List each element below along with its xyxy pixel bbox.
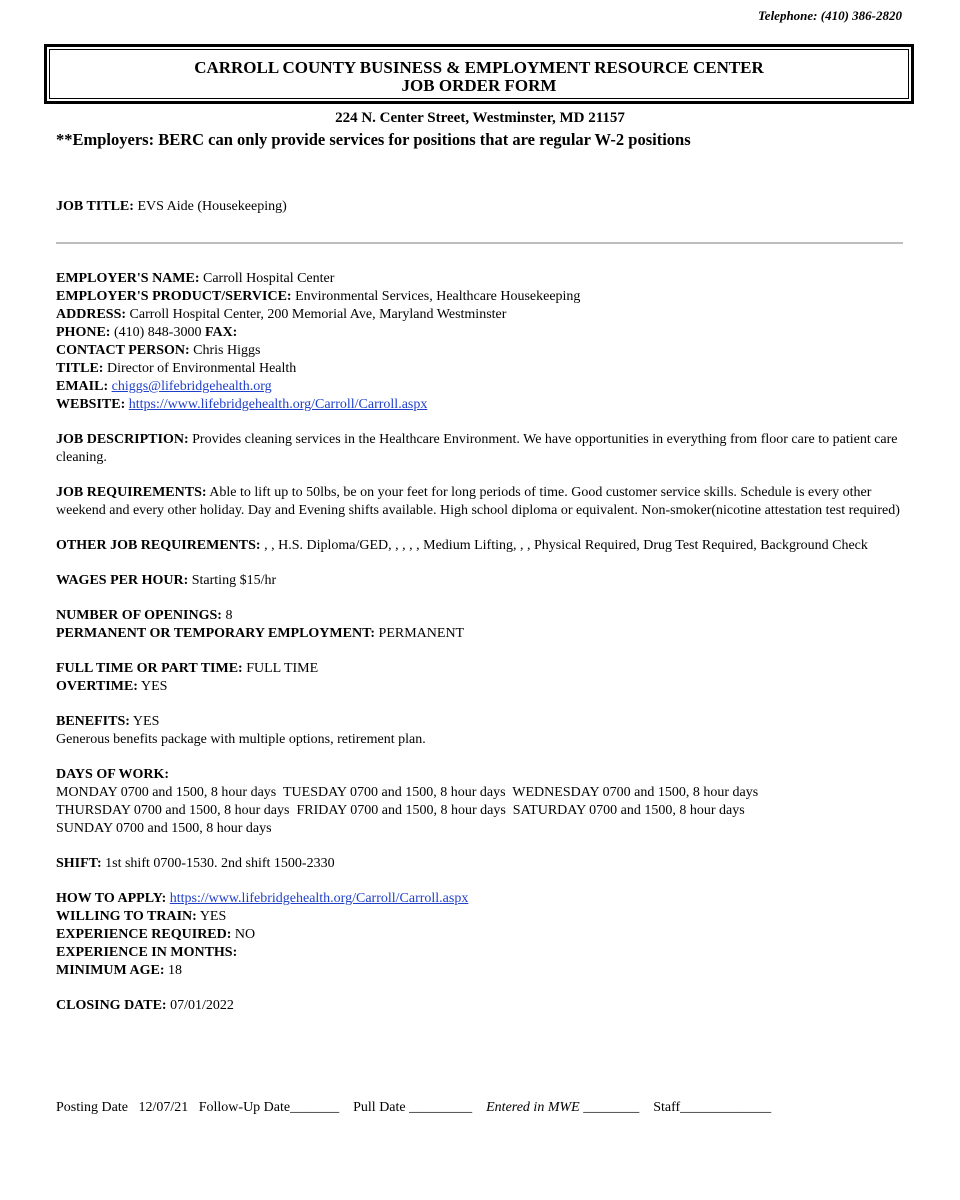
train-label: WILLING TO TRAIN: <box>56 909 197 924</box>
phone-label: PHONE: <box>56 325 111 340</box>
closing-date-label: CLOSING DATE: <box>56 998 167 1013</box>
fax-label: FAX: <box>204 325 238 340</box>
shift-value: 1st shift 0700-1530. 2nd shift 1500-2330 <box>105 856 335 871</box>
employment-type-value: PERMANENT <box>378 626 465 641</box>
job-title-label: JOB TITLE: <box>56 199 134 214</box>
experience-value: NO <box>234 927 256 942</box>
job-requirements-label: JOB REQUIREMENTS: <box>56 485 207 500</box>
address-field <box>56 306 906 324</box>
entered-in-mwe-blank: ________ <box>583 1100 640 1115</box>
contact-title-label: TITLE: <box>56 361 104 376</box>
experience-months-field <box>56 944 906 962</box>
header-box <box>44 44 914 104</box>
phone-field <box>56 324 906 342</box>
contact-title-value: Director of Environmental Health <box>106 361 297 376</box>
days-label <box>56 766 906 784</box>
experience-field <box>56 926 906 944</box>
wages-label: WAGES PER HOUR: <box>56 573 189 588</box>
days-line-2: THURSDAY 0700 and 1500, 8 hour days FRIDAY 0700 and 1500, 8 hour days SATURDAY 0700 and 1500, 8 hour days <box>56 803 745 818</box>
job-requirements-field <box>56 484 906 520</box>
apply-field <box>56 890 906 908</box>
office-use-footer <box>56 1100 771 1116</box>
experience-months-label: EXPERIENCE IN MONTHS: <box>56 945 238 960</box>
job-order-body <box>56 270 906 1015</box>
overtime-label: OVERTIME: <box>56 679 138 694</box>
divider <box>56 242 903 244</box>
train-field <box>56 908 906 926</box>
job-title-value: EVS Aide (Housekeeping) <box>137 199 287 214</box>
address-value: Carroll Hospital Center, 200 Memorial Ave, Maryland Westminster <box>129 307 507 322</box>
telephone: Telephone: (410) 386-2820 <box>758 8 902 23</box>
full-part-label: FULL TIME OR PART TIME: <box>56 661 243 676</box>
email-link[interactable]: chiggs@lifebridgehealth.org <box>111 379 272 394</box>
website-field <box>56 396 906 414</box>
job-description-field <box>56 431 906 467</box>
website-link[interactable]: https://www.lifebridgehealth.org/Carroll/Carroll.aspx <box>128 397 428 412</box>
product-value: Environmental Services, Healthcare Housekeeping <box>295 289 581 304</box>
other-requirements-field <box>56 537 906 555</box>
overtime-field <box>56 678 906 696</box>
address-label: ADDRESS: <box>56 307 127 322</box>
contact-field <box>56 342 906 360</box>
full-part-value: FULL TIME <box>246 661 319 676</box>
employer-name: Carroll Hospital Center <box>203 271 335 286</box>
shift-label: SHIFT: <box>56 856 102 871</box>
header-title <box>49 49 909 99</box>
benefits-label: BENEFITS: <box>56 714 130 729</box>
employment-type-field <box>56 625 906 643</box>
days-line-3: SUNDAY 0700 and 1500, 8 hour days <box>56 821 272 836</box>
apply-link[interactable]: https://www.lifebridgehealth.org/Carroll/Carroll.aspx <box>169 891 469 906</box>
other-requirements-text: , , H.S. Diploma/GED, , , , , Medium Lifting, , , Physical Required, Drug Test Required, Background Check <box>264 538 868 553</box>
wages-field <box>56 572 906 590</box>
follow-up-date: Follow-Up Date_______ <box>198 1100 340 1115</box>
train-value: YES <box>199 909 227 924</box>
form-title: JOB ORDER FORM <box>401 76 557 95</box>
benefits-field <box>56 713 906 731</box>
openings-value: 8 <box>225 608 233 623</box>
min-age-value: 18 <box>168 963 182 978</box>
benefits-value: YES <box>132 714 160 729</box>
center-name: CARROLL COUNTY BUSINESS & EMPLOYMENT RESOURCE CENTER <box>194 58 764 77</box>
min-age-field <box>56 962 906 980</box>
days-label-text: DAYS OF WORK: <box>56 767 170 782</box>
wages-value: Starting $15/hr <box>191 573 277 588</box>
posting-date-label: Posting Date <box>56 1100 128 1115</box>
product-field <box>56 288 906 306</box>
employer-name-label: EMPLOYER'S NAME: <box>56 271 200 286</box>
employment-type-label: PERMANENT OR TEMPORARY EMPLOYMENT: <box>56 626 376 641</box>
openings-label: NUMBER OF OPENINGS: <box>56 608 222 623</box>
email-field <box>56 378 906 396</box>
contact-value: Chris Higgs <box>193 343 261 358</box>
closing-date-field <box>56 997 906 1015</box>
website-label: WEBSITE: <box>56 397 126 412</box>
job-description-text: Provides cleaning services in the Healthcare Environment. We have opportunities in everything from floor care to patient care cleaning. <box>56 432 898 465</box>
other-requirements-label: OTHER JOB REQUIREMENTS: <box>56 538 261 553</box>
pull-date: Pull Date _________ <box>353 1100 473 1115</box>
full-part-field <box>56 660 906 678</box>
min-age-label: MINIMUM AGE: <box>56 963 165 978</box>
product-label: EMPLOYER'S PRODUCT/SERVICE: <box>56 289 292 304</box>
staff-field: Staff_____________ <box>653 1100 772 1115</box>
job-description-label: JOB DESCRIPTION: <box>56 432 189 447</box>
benefits-detail: Generous benefits package with multiple options, retirement plan. <box>56 732 426 747</box>
employer-name-field <box>56 270 906 288</box>
job-title-field <box>56 199 287 215</box>
days-line-1: MONDAY 0700 and 1500, 8 hour days TUESDAY 0700 and 1500, 8 hour days WEDNESDAY 0700 and 1500, 8 hour days <box>56 785 759 800</box>
posting-date-value: 12/07/21 <box>138 1100 189 1115</box>
phone-value: (410) 848-3000 <box>113 325 202 340</box>
employer-notice: **Employers: BERC can only provide services for positions that are regular W-2 positions <box>56 130 691 149</box>
job-requirements-text: Able to lift up to 50lbs, be on your feet for long periods of time. Good customer service skills. Schedule is every other weekend and every other holiday. Day and Evening shifts available. High school diploma or equivalent. Non-smoker(nicotine attestation test required) <box>56 485 900 518</box>
overtime-value: YES <box>140 679 168 694</box>
experience-label: EXPERIENCE REQUIRED: <box>56 927 232 942</box>
email-label: EMAIL: <box>56 379 109 394</box>
shift-field <box>56 855 906 873</box>
apply-label: HOW TO APPLY: <box>56 891 167 906</box>
entered-in-mwe-label: Entered in MWE <box>486 1100 580 1115</box>
contact-title-field <box>56 360 906 378</box>
contact-label: CONTACT PERSON: <box>56 343 190 358</box>
openings-field <box>56 607 906 625</box>
closing-date-value: 07/01/2022 <box>170 998 234 1013</box>
center-address: 224 N. Center Street, Westminster, MD 21157 <box>335 110 625 126</box>
